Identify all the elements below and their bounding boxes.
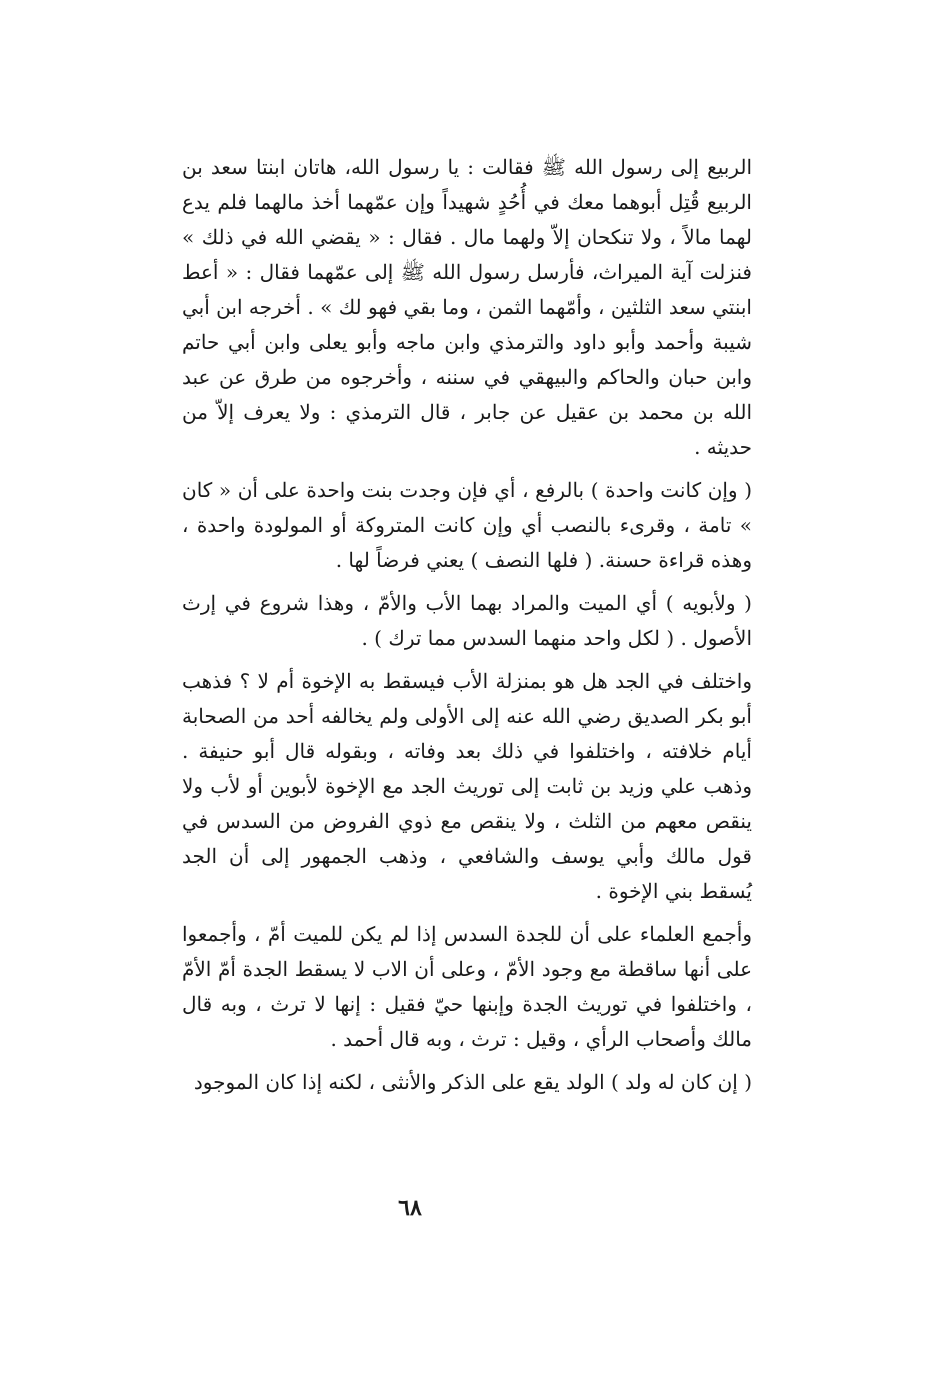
paragraph-single-daughter: ( وإن كانت واحدة ) بالرفع ، أي فإن وجدت بنت واحدة على أن « كان » تامة ، وقرىء بالنصب أي وإن كانت المتروكة أو المولودة واحدة ، وهذه قراءة حسنة. ( فلها النصف ) يعني فرضاً لها .: [182, 478, 752, 572]
paragraph-grandmother-share: وأجمع العلماء على أن للجدة السدس إذا لم يكن للميت أمّ ، وأجمعوا على أنها ساقطة مع وجود الأمّ ، وعلى أن الاب لا يسقط الجدة أمّ الأمّ ، واختلفوا في توريث الجدة وإبنها حيّ فقيل : إنها لا ترث ، وبه قال مالك وأصحاب الرأي ، وقيل : ترث ، وبه قال أحمد .: [182, 922, 752, 1051]
paragraph-parents-share: ( ولأبويه ) أي الميت والمراد بهما الأب والأمّ ، وهذا شروع في إرث الأصول . ( لكل واحد منهما السدس مما ترك ) .: [182, 591, 752, 650]
paragraph-grandfather-dispute: واختلف في الجد هل هو بمنزلة الأب فيسقط به الإخوة أم لا ؟ فذهب أبو بكر الصديق رضي الله عنه إلى الأولى ولم يخالفه أحد من الصحابة أيام خلافته ، واختلفوا في ذلك بعد وفاته ، وبقوله قال أبو حنيفة . وذهب علي وزيد بن ثابت إلى توريث الجد مع الإخوة لأبوين أو لأب ولا ينقص معهم من الثلث ، ولا ينقص مع ذوي الفروض من السدس في قول مالك وأبي يوسف والشافعي ، وذهب الجمهور إلى أن الجد يُسقط بني الإخوة .: [182, 669, 752, 903]
paragraph-child-definition: ( إن كان له ولد ) الولد يقع على الذكر والأنثى ، لكنه إذا كان الموجود: [193, 1070, 752, 1094]
page-number: ٦٨: [398, 1195, 422, 1221]
page-body: [182, 150, 752, 1100]
paragraph-hadith-inheritance: الربيع إلى رسول الله ﷺ فقالت : يا رسول الله، هاتان ابنتا سعد بن الربيع قُتِل أبوهما معك في أُحُدٍ شهيداً وإن عمّهما أخذ مالهما فلم يدع لهما مالاً ، ولا تنكحان إلاّ ولهما مال . فقال : « يقضي الله في ذلك » فنزلت آية الميراث، فأرسل رسول الله ﷺ إلى عمّهما فقال : « أعط ابنتي سعد الثلثين ، وأمّهما الثمن ، وما بقي فهو لك » . أخرجه ابن أبي شيبة وأحمد وأبو داود والترمذي وابن ماجه وأبو يعلى وابن أبي حاتم وابن حبان والحاكم والبيهقي في سننه ، وأخرجوه من طرق عن عبد الله بن محمد بن عقيل عن جابر ، قال الترمذي : ولا يعرف إلاّ من حديثه .: [182, 155, 752, 459]
